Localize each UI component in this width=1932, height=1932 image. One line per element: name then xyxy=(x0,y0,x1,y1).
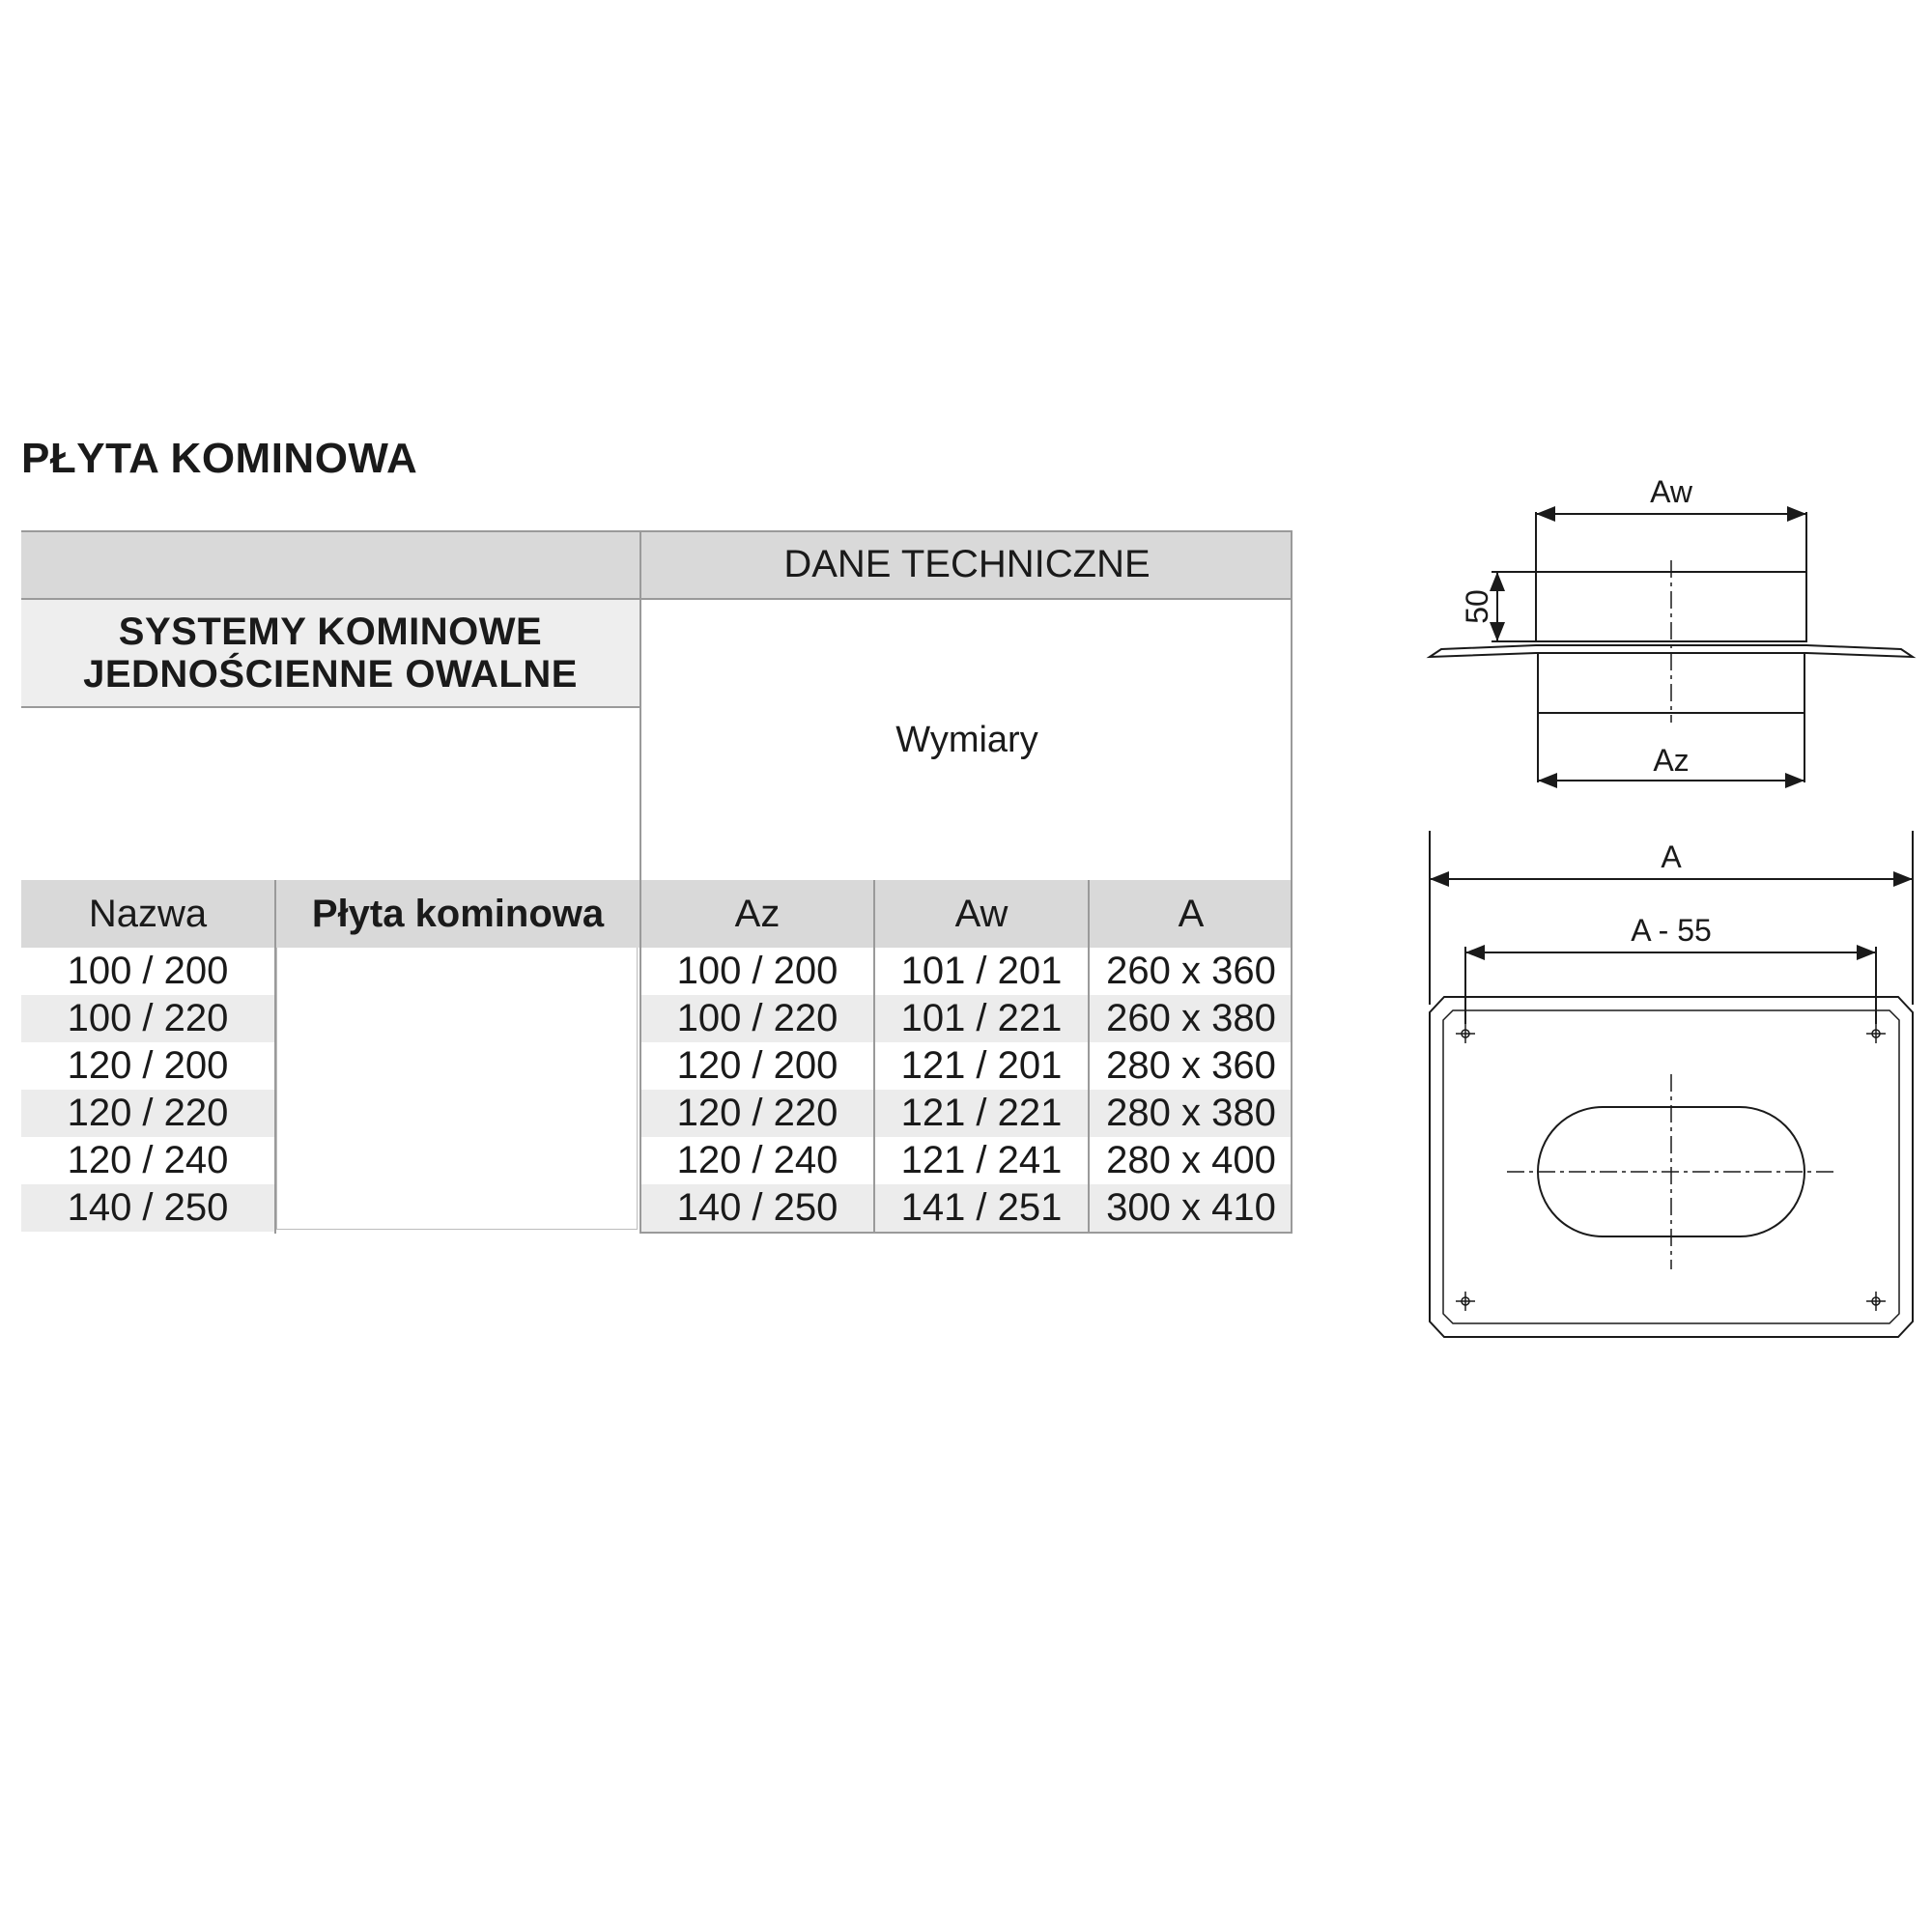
table-cell-aw: 101 / 221 xyxy=(875,995,1088,1042)
divider xyxy=(639,530,641,1234)
wymiary-header: Wymiary xyxy=(641,600,1293,880)
table-cell-nazwa: 100 / 220 xyxy=(21,995,274,1042)
height-label: 50 xyxy=(1460,589,1494,624)
dane-techniczne-header: DANE TECHNICZNE xyxy=(641,530,1293,598)
page-title: PŁYTA KOMINOWA xyxy=(21,435,418,482)
col-aw: Aw xyxy=(875,880,1088,948)
table-cell-az: 120 / 240 xyxy=(641,1137,873,1184)
divider xyxy=(21,706,639,708)
table-cell-a: 260 x 360 xyxy=(1090,948,1293,995)
header-blank xyxy=(21,530,639,598)
divider xyxy=(641,1232,1293,1234)
systemy-header xyxy=(21,600,639,706)
az-label: Az xyxy=(1653,743,1690,778)
table-cell-aw: 121 / 241 xyxy=(875,1137,1088,1184)
table-cell-az: 140 / 250 xyxy=(641,1184,873,1232)
table-cell-aw: 121 / 201 xyxy=(875,1042,1088,1090)
divider xyxy=(21,530,1293,532)
divider xyxy=(274,880,276,1234)
table-cell-nazwa: 120 / 220 xyxy=(21,1090,274,1137)
a-label: A xyxy=(1661,839,1682,874)
table-cell-nazwa: 140 / 250 xyxy=(21,1184,274,1232)
table-cell-a: 260 x 380 xyxy=(1090,995,1293,1042)
divider xyxy=(873,880,875,1234)
side-view xyxy=(1430,512,1913,782)
table-cell-az: 120 / 220 xyxy=(641,1090,873,1137)
aw-label: Aw xyxy=(1650,474,1692,509)
col-nazwa: Nazwa xyxy=(21,880,274,948)
technical-drawing xyxy=(1410,464,1922,1372)
col-az: Az xyxy=(641,880,873,948)
plyta-blank xyxy=(276,948,638,1230)
table-cell-aw: 101 / 201 xyxy=(875,948,1088,995)
col-a: A xyxy=(1090,880,1293,948)
table-cell-az: 100 / 220 xyxy=(641,995,873,1042)
systemy-line1: SYSTEMY KOMINOWE xyxy=(118,611,543,653)
col-plyta: Płyta kominowa xyxy=(276,880,639,948)
table-cell-nazwa: 100 / 200 xyxy=(21,948,274,995)
table-cell-nazwa: 120 / 240 xyxy=(21,1137,274,1184)
divider xyxy=(1291,530,1293,1234)
table-cell-aw: 121 / 221 xyxy=(875,1090,1088,1137)
table-cell-nazwa: 120 / 200 xyxy=(21,1042,274,1090)
table-cell-aw: 141 / 251 xyxy=(875,1184,1088,1232)
table-cell-az: 100 / 200 xyxy=(641,948,873,995)
table-cell-a: 280 x 360 xyxy=(1090,1042,1293,1090)
systemy-blank xyxy=(21,708,639,878)
table-cell-a: 300 x 410 xyxy=(1090,1184,1293,1232)
table-cell-a: 280 x 380 xyxy=(1090,1090,1293,1137)
table-cell-az: 120 / 200 xyxy=(641,1042,873,1090)
divider xyxy=(1088,880,1090,1234)
top-view xyxy=(1430,831,1913,1337)
a55-label: A - 55 xyxy=(1631,913,1712,948)
table-cell-a: 280 x 400 xyxy=(1090,1137,1293,1184)
spec-table xyxy=(21,530,1293,1234)
systemy-line2: JEDNOŚCIENNE OWALNE xyxy=(83,653,578,696)
divider xyxy=(21,598,1293,600)
